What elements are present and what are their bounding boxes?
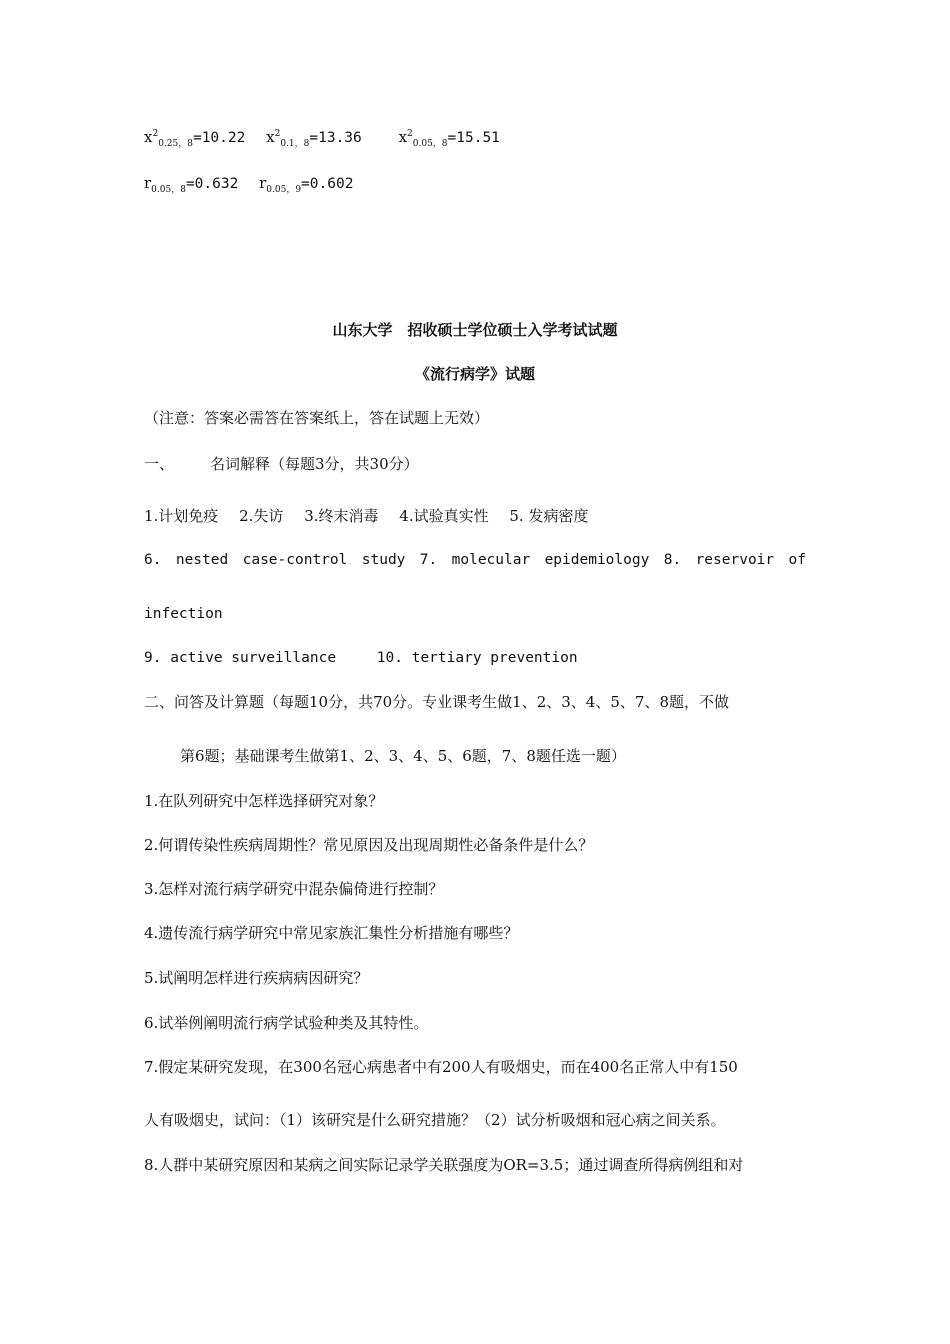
terms-row-2-continued: infection <box>144 606 223 622</box>
term-2: 2.失访 <box>239 507 284 525</box>
question-1: 1.在队列研究中怎样选择研究对象？ <box>144 792 384 810</box>
exam-title: 山东大学 招收硕士学位硕士入学考试试题 <box>332 321 618 339</box>
term-4: 4.试验真实性 <box>399 507 489 525</box>
chi-square-1: $x^2_{0.25,8}=10.22$ <box>144 128 246 149</box>
section2-heading-line2: 第6题；基础课考生做第1、2、3、4、5、6题，7、8题任选一题） <box>180 747 626 765</box>
question-3: 3.怎样对流行病学研究中混杂偏倚进行控制？ <box>144 880 444 898</box>
terms-row-3 <box>144 648 578 668</box>
question-4: 4.遗传流行病学研究中常见家族汇集性分析措施有哪些？ <box>144 924 519 942</box>
exam-note: （注意：答案必需答在答案纸上，答在试题上无效） <box>144 409 490 427</box>
section2-heading-line1: 二、问答及计算题（每题10分，共70分。专业课考生做1、2、3、4、5、7、8题，不做 <box>144 693 729 711</box>
chi-square-values <box>144 127 500 148</box>
question-5: 5.试阐明怎样进行疾病病因研究？ <box>144 969 369 987</box>
terms-row-2: 6. nested case-control study 7. molecular epidemiology 8. reservoir of <box>144 552 806 568</box>
section1-heading: 一、 名词解释（每题3分，共30分） <box>144 455 419 473</box>
r-values <box>144 173 353 194</box>
chi-square-2: $x^2_{0.1,8}=13.36$ <box>266 128 362 149</box>
term-1: 1.计划免疫 <box>144 507 219 525</box>
r-value-2: $r_{0.05,9}=0.602$ <box>259 174 354 195</box>
term-3: 3.终末消毒 <box>304 507 379 525</box>
term-9: 9. active surveillance <box>144 650 337 666</box>
question-2: 2.何谓传染性疾病周期性？常见原因及出现周期性必备条件是什么？ <box>144 836 594 854</box>
question-7-line2: 人有吸烟史，试问：（1）该研究是什么研究措施？（2）试分析吸烟和冠心病之间关系。 <box>144 1111 726 1129</box>
terms-row-1 <box>144 506 588 526</box>
chi-square-3: $x^2_{0.05,8}=15.51$ <box>398 128 500 149</box>
question-8-line1: 8.人群中某研究原因和某病之间实际记录学关联强度为OR=3.5；通过调查所得病例组和对 <box>144 1156 744 1174</box>
r-value-1: $r_{0.05,8}=0.632$ <box>144 174 239 195</box>
question-7-line1: 7.假定某研究发现，在300名冠心病患者中有200人有吸烟史，而在400名正常人中有150 <box>144 1058 738 1076</box>
term-5: 5. 发病密度 <box>509 507 589 525</box>
term-10: 10. tertiary prevention <box>376 650 578 666</box>
exam-subtitle: 《流行病学》试题 <box>414 365 535 383</box>
question-6: 6.试举例阐明流行病学试验种类及其特性。 <box>144 1014 429 1032</box>
